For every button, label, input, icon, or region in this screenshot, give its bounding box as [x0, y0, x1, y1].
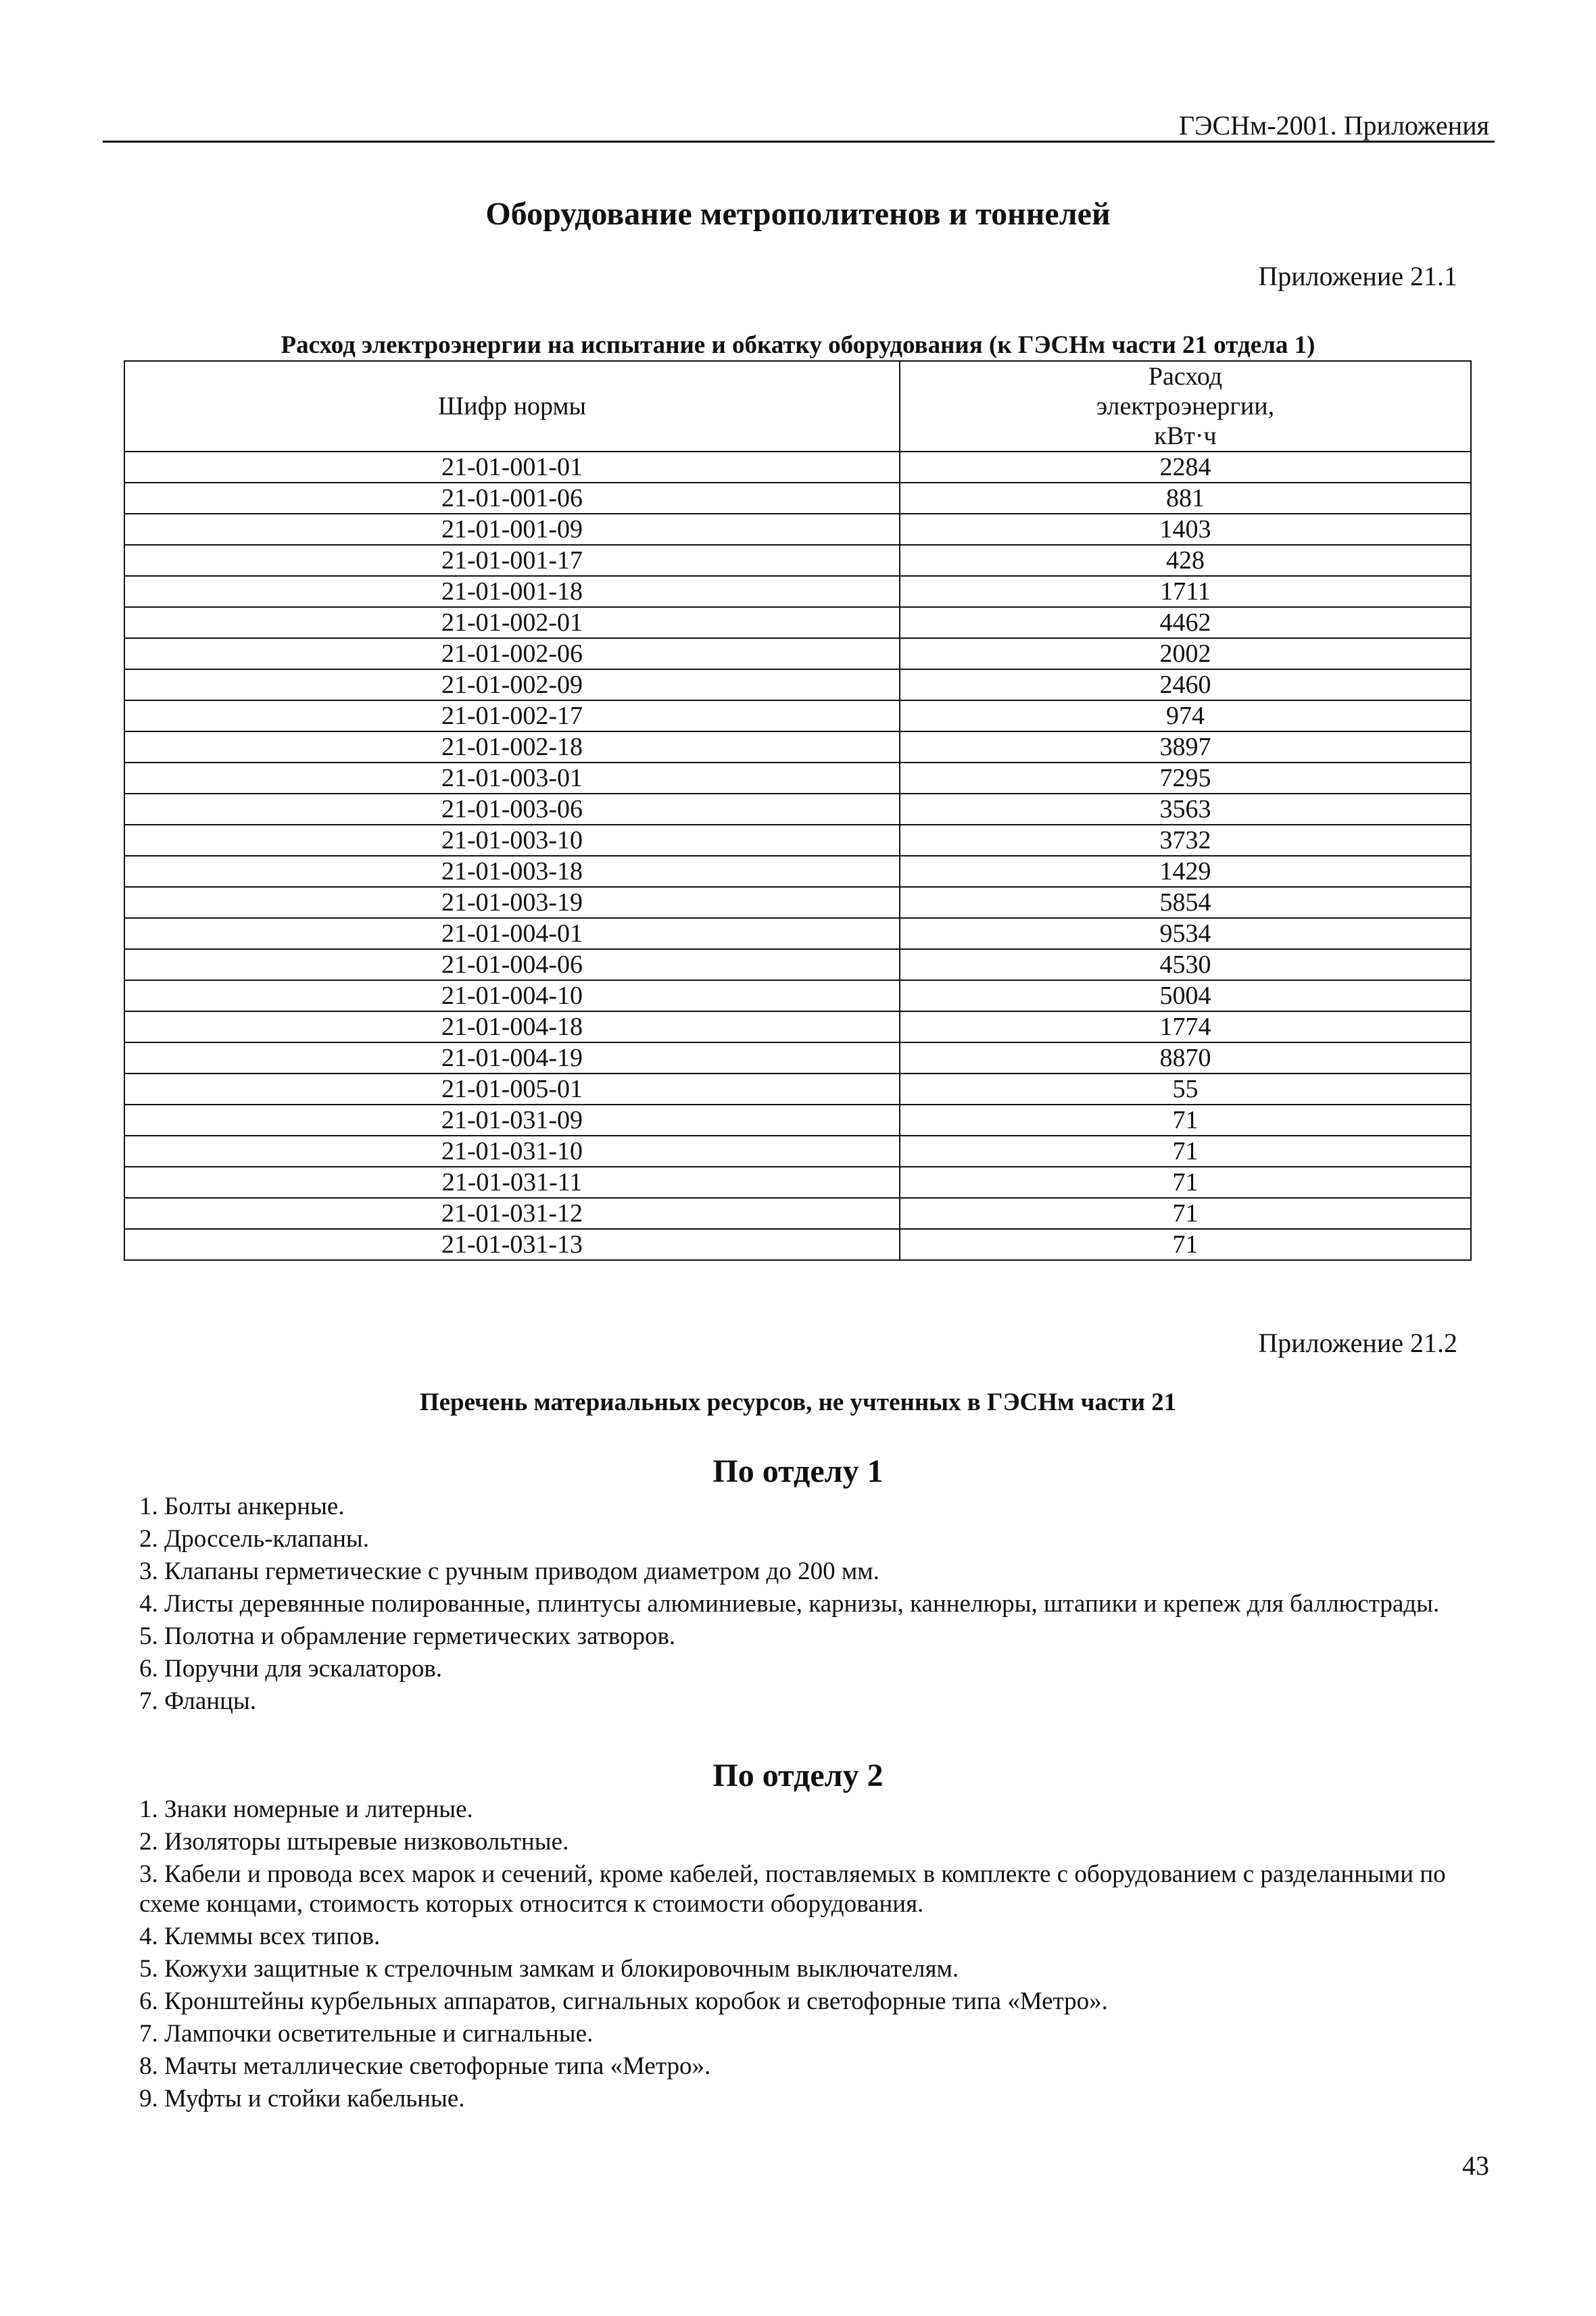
norm-code-cell: 21-01-005-01: [124, 1073, 900, 1105]
table-row: [124, 1042, 1471, 1073]
list-item: 3. Кабели и провода всех марок и сечений, кроме кабелей, поставляемых в комплекте с оборудованием с разделанными по схеме концами, стоимость которых относится к стоимости оборудования.: [139, 1860, 1446, 1918]
norm-code-cell: 21-01-004-01: [124, 918, 900, 949]
energy-value-cell: 7295: [900, 763, 1471, 794]
page-title: Оборудование метрополитенов и тоннелей: [485, 196, 1111, 232]
header-divider: [103, 141, 1495, 143]
norm-code-cell: 21-01-004-10: [124, 980, 900, 1011]
table-row: [124, 1167, 1471, 1198]
list-item: 8. Мачты металлические светофорные типа «Метро».: [139, 2052, 711, 2080]
norm-code-cell: 21-01-004-19: [124, 1042, 900, 1073]
energy-value-cell: 2460: [900, 669, 1471, 700]
list-item: 7. Лампочки осветительные и сигнальные.: [139, 2020, 594, 2048]
norm-code-cell: 21-01-001-01: [124, 452, 900, 483]
table-row: [124, 1136, 1471, 1167]
energy-value-cell: 5854: [900, 887, 1471, 918]
table-row: [124, 794, 1471, 825]
table-row: [124, 1073, 1471, 1105]
table-header-row: [124, 361, 1471, 452]
energy-value-cell: 1774: [900, 1011, 1471, 1042]
table-row: [124, 1011, 1471, 1042]
list-item: 9. Муфты и стойки кабельные.: [139, 2085, 465, 2113]
table-body: [124, 452, 1471, 1260]
energy-value-cell: 71: [900, 1105, 1471, 1136]
norm-code-cell: 21-01-031-09: [124, 1105, 900, 1136]
energy-value-cell: 71: [900, 1136, 1471, 1167]
list-item: 1. Болты анкерные.: [139, 1493, 345, 1520]
table-row: [124, 887, 1471, 918]
norm-code-cell: 21-01-002-09: [124, 669, 900, 700]
norm-code-cell: 21-01-001-17: [124, 545, 900, 576]
appendix-21-1-label: Приложение 21.1: [1258, 261, 1457, 291]
energy-value-cell: 4530: [900, 949, 1471, 980]
table-row: [124, 452, 1471, 483]
norm-code-cell: 21-01-001-09: [124, 514, 900, 545]
list-item: 4. Листы деревянные полированные, плинтусы алюминиевые, карнизы, каннелюры, штапики и крепеж для баллюстрады.: [139, 1590, 1440, 1618]
table-row: [124, 545, 1471, 576]
list-item: 1. Знаки номерные и литерные.: [139, 1795, 473, 1823]
norm-code-cell: 21-01-003-01: [124, 763, 900, 794]
energy-value-cell: 5004: [900, 980, 1471, 1011]
energy-value-cell: 974: [900, 700, 1471, 731]
appendix-21-2-label: Приложение 21.2: [1258, 1328, 1457, 1358]
table-row: [124, 1198, 1471, 1229]
list-item: 2. Изоляторы штыревые низковольтные.: [139, 1828, 569, 1856]
energy-value-cell: 71: [900, 1167, 1471, 1198]
table-row: [124, 731, 1471, 763]
section-heading-dept-2: По отделу 2: [712, 1758, 884, 1793]
table-row: [124, 825, 1471, 856]
norm-code-cell: 21-01-001-06: [124, 483, 900, 514]
list-title: Перечень материальных ресурсов, не учтенных в ГЭСНм части 21: [419, 1389, 1177, 1416]
list-item: 5. Полотна и обрамление герметических затворов.: [139, 1622, 676, 1650]
norm-code-cell: 21-01-031-13: [124, 1229, 900, 1260]
table-row: [124, 483, 1471, 514]
column-header-energy: Расход электроэнергии, кВт·ч: [900, 361, 1471, 452]
energy-value-cell: 2002: [900, 638, 1471, 669]
norm-code-cell: 21-01-003-18: [124, 856, 900, 887]
table-row: [124, 638, 1471, 669]
table-row: [124, 918, 1471, 949]
table-row: [124, 576, 1471, 607]
norm-code-cell: 21-01-004-06: [124, 949, 900, 980]
section-heading-dept-1: По отделу 1: [712, 1453, 884, 1489]
energy-value-cell: 1711: [900, 576, 1471, 607]
norm-code-cell: 21-01-031-11: [124, 1167, 900, 1198]
energy-value-cell: 428: [900, 545, 1471, 576]
table-row: [124, 949, 1471, 980]
norm-code-cell: 21-01-031-10: [124, 1136, 900, 1167]
material-list-dept-2: [139, 1795, 1464, 2117]
list-item: 3. Клапаны герметические с ручным приводом диаметром до 200 мм.: [139, 1558, 879, 1585]
list-item: 4. Клеммы всех типов.: [139, 1923, 381, 1950]
energy-table: [124, 360, 1472, 1261]
table-row: [124, 700, 1471, 731]
energy-value-cell: 3897: [900, 731, 1471, 763]
table-row: [124, 607, 1471, 638]
list-item: 7. Фланцы.: [139, 1687, 256, 1715]
norm-code-cell: 21-01-002-01: [124, 607, 900, 638]
energy-value-cell: 1429: [900, 856, 1471, 887]
norm-code-cell: 21-01-002-06: [124, 638, 900, 669]
column-header-code: Шифр нормы: [124, 361, 900, 452]
norm-code-cell: 21-01-003-06: [124, 794, 900, 825]
energy-value-cell: 8870: [900, 1042, 1471, 1073]
table-row: [124, 763, 1471, 794]
table-row: [124, 980, 1471, 1011]
table-row: [124, 1229, 1471, 1260]
norm-code-cell: 21-01-002-18: [124, 731, 900, 763]
norm-code-cell: 21-01-004-18: [124, 1011, 900, 1042]
norm-code-cell: 21-01-003-19: [124, 887, 900, 918]
list-item: 6. Поручни для эскалаторов.: [139, 1655, 443, 1683]
energy-value-cell: 3563: [900, 794, 1471, 825]
norm-code-cell: 21-01-031-12: [124, 1198, 900, 1229]
energy-value-cell: 71: [900, 1229, 1471, 1260]
norm-code-cell: 21-01-002-17: [124, 700, 900, 731]
material-list-dept-1: [139, 1492, 1464, 1719]
list-item: 6. Кронштейны курбельных аппаратов, сигнальных коробок и светофорные типа «Метро».: [139, 1987, 1108, 2015]
energy-value-cell: 55: [900, 1073, 1471, 1105]
energy-value-cell: 4462: [900, 607, 1471, 638]
norm-code-cell: 21-01-003-10: [124, 825, 900, 856]
table-row: [124, 856, 1471, 887]
list-item: 5. Кожухи защитные к стрелочным замкам и блокировочным выключателям.: [139, 1955, 959, 1983]
norm-code-cell: 21-01-001-18: [124, 576, 900, 607]
energy-value-cell: 881: [900, 483, 1471, 514]
energy-value-cell: 2284: [900, 452, 1471, 483]
table-caption: Расход электроэнергии на испытание и обкатку оборудования (к ГЭСНм части 21 отдела 1): [281, 331, 1315, 359]
table-row: [124, 669, 1471, 700]
table-row: [124, 514, 1471, 545]
list-item: 2. Дроссель-клапаны.: [139, 1525, 370, 1553]
page-number: 43: [1462, 2150, 1489, 2181]
energy-value-cell: 1403: [900, 514, 1471, 545]
running-title: ГЭСНм-2001. Приложения: [1178, 110, 1489, 141]
energy-value-cell: 71: [900, 1198, 1471, 1229]
table-row: [124, 1105, 1471, 1136]
energy-value-cell: 9534: [900, 918, 1471, 949]
energy-value-cell: 3732: [900, 825, 1471, 856]
